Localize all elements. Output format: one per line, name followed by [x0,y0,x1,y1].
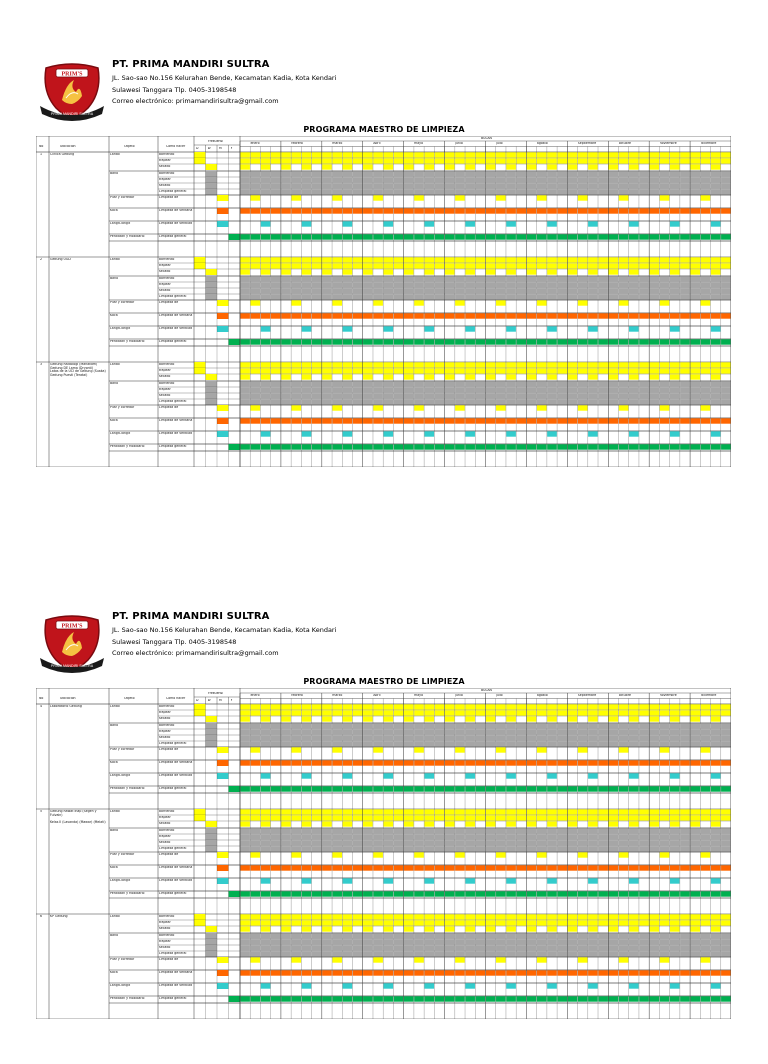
section-no: 3 [40,363,43,366]
document-title: PROGRAMA MAESTRO DE LIMPIEZA [303,125,465,134]
header-month-3: Abril [373,694,381,697]
cleaning-schedule-table [36,688,731,1019]
section-no: 5 [40,810,43,813]
header-month-1: febrero [291,142,303,145]
header-freq-D: D [196,699,199,702]
object-label: Langit-langit [110,879,131,882]
task-label: Limpieza general [159,444,187,448]
object-label: Peralatan y Mobiliario [110,787,145,790]
task-label: Limpieza de ventana [159,208,193,212]
task-label: barriendo [159,914,175,918]
section-location: Gedung Radiologi (Mahakam) Gedung DE Lama (Dryonti) Latos de la UCI de Gedung (Suaka) Gedung Puesti (Teratai) [50,363,106,378]
object-label: Peralatan y Mobiliario [110,892,145,895]
object-label: Peralatan y Mobiliario [110,340,145,343]
object-label: Lantai [110,915,120,918]
task-label: Limpieza general [159,786,187,790]
object-label: Baño [110,724,119,727]
header-object: Objeto [124,145,135,148]
section-no: 1 [40,153,43,156]
task-label: Limpieza general [159,996,187,1000]
task-label: trapear [159,282,171,286]
task-label: Limpieza general [159,951,187,955]
object-label: Peralatan y Mobiliario [110,235,145,238]
task-label: barriendo [159,381,175,385]
task-label: Limpieza general [159,294,187,298]
task-label: trapear [159,815,171,819]
header-no: No [39,697,44,700]
header-no: No [39,145,44,148]
header-freq-Y: Y [230,699,233,702]
header-month-7: agosto [536,694,548,697]
header-month-10: noviembre [659,142,677,145]
task-label: Limpieza de ventana [159,313,193,317]
object-label: Kaca [110,761,118,764]
task-label: secado [159,735,171,739]
object-label: Langit-langit [110,222,131,225]
cleaning-schedule-table [36,136,731,467]
object-label: Pilar y corredor [110,196,135,199]
task-label: barriendo [159,704,175,708]
task-label: barriendo [159,933,175,937]
page-sheet-2 [0,552,768,1064]
company-info [112,60,336,110]
task-label: secado [159,926,171,930]
company-address: JL. Sao-sao No.156 Kelurahan Bende, Kecamatan Kadia, Kota Kendari [112,74,337,82]
task-label: barriendo [159,828,175,832]
task-label: barriendo [159,809,175,813]
object-label: Pilar y corredor [110,958,135,961]
header-month-8: Septiembre [577,694,597,697]
object-label: Baño [110,172,119,175]
header-frequency: Frekuensi [208,140,224,143]
header-freq-M: M [219,699,222,702]
task-label: secado [159,374,171,378]
object-label: Baño [110,277,119,280]
task-label: Limpieza de ventilad [159,221,193,225]
task-label: secado [159,945,171,949]
task-label: barriendo [159,152,175,156]
section-location: Laboratorio Gedung [50,705,82,708]
header-location: Ubicación [60,697,76,700]
header-month-11: diciembre [700,142,717,145]
header-month-2: marzo [332,694,343,697]
object-label: Baño [110,382,119,385]
task-label: Limpieza de [159,300,179,304]
task-label: Limpieza de ventana [159,970,193,974]
logo-top-text: PRIM'S [61,71,83,78]
task-label: Limpieza de [159,195,179,199]
header-month-4: mayo [414,142,424,145]
task-label: Limpieza de ventana [159,865,193,869]
header-month-2: marzo [332,142,343,145]
header-month-7: agosto [536,142,548,145]
task-label: barriendo [159,171,175,175]
object-label: Langit-langit [110,984,131,987]
company-logo [36,614,108,676]
task-label: Limpieza de [159,405,179,409]
task-label: trapear [159,920,171,924]
object-label: Pilar y corredor [110,406,135,409]
task-label: Limpieza de [159,957,179,961]
task-label: Limpieza de ventana [159,760,193,764]
header-freq-Y: Y [230,147,233,150]
task-label: Limpieza de ventilad [159,878,193,882]
header-freq-M: M [219,147,222,150]
section-no: 4 [40,705,43,708]
object-label: Baño [110,829,119,832]
task-label: barriendo [159,276,175,280]
task-label: trapear [159,710,171,714]
header-month-5: junio [455,142,463,145]
header-month-0: enero [250,142,260,145]
task-label: Limpieza general [159,399,187,403]
section-no: 6 [40,915,43,918]
task-label: trapear [159,729,171,733]
logo-bottom-text: PRIMA MANDIRI SULTRA [50,664,94,668]
company-logo [36,62,108,124]
task-label: secado [159,393,171,397]
task-label: Limpieza general [159,339,187,343]
section-location: KP Gedung [50,915,68,918]
section-location: Clínica Gedung [50,153,75,156]
task-label: trapear [159,939,171,943]
task-label: Limpieza general [159,234,187,238]
object-label: Langit-langit [110,327,131,330]
header-month-9: octubre [618,694,631,697]
company-name: PT. PRIMA MANDIRI SULTRA [112,611,270,622]
header-bulan: BULAN [481,137,492,140]
task-label: Limpieza de ventilad [159,983,193,987]
object-label: Lantai [110,705,120,708]
header-freq-D: D [196,147,199,150]
header-month-8: Septiembre [577,142,597,145]
header-freq-W: W [207,699,211,702]
object-label: Kaca [110,866,118,869]
task-label: Limpieza de ventana [159,418,193,422]
header-month-11: diciembre [700,694,717,697]
task-label: Limpieza de ventilad [159,431,193,435]
object-label: Kaca [110,314,118,317]
header-how: Cómo hacer [166,145,186,148]
task-label: secado [159,840,171,844]
object-label: Pilar y corredor [110,748,135,751]
header-month-4: mayo [414,694,424,697]
task-label: barriendo [159,723,175,727]
task-label: Limpieza de [159,852,179,856]
task-label: secado [159,164,171,168]
task-label: trapear [159,158,171,162]
object-label: Lantai [110,363,120,366]
task-label: secado [159,269,171,273]
company-name: PT. PRIMA MANDIRI SULTRA [112,59,270,70]
task-label: trapear [159,387,171,391]
task-label: trapear [159,263,171,267]
task-label: Limpieza general [159,189,187,193]
header-month-6: julio [495,142,503,145]
section-no: 2 [40,258,43,261]
task-label: barriendo [159,257,175,261]
task-label: Limpieza general [159,741,187,745]
section-location: Gedung UGD [50,258,71,261]
task-label: secado [159,183,171,187]
section-location: Gedung Rawat Inap (Segeh y Fulvain) Kelas II (Lavanda) (Mawar) (Melati) [50,810,106,825]
object-label: Langit-langit [110,774,131,777]
company-city-phone: Sulawesi Tanggara Tlp. 0405-3198548 [112,85,237,94]
task-label: Limpieza de ventilad [159,773,193,777]
header-how: Cómo hacer [166,697,186,700]
object-label: Kaca [110,209,118,212]
company-address: JL. Sao-sao No.156 Kelurahan Bende, Kecamatan Kadia, Kota Kendari [112,626,337,634]
header-month-0: enero [250,694,260,697]
object-label: Baño [110,934,119,937]
task-label: Limpieza general [159,891,187,895]
task-label: trapear [159,177,171,181]
header-month-1: febrero [291,694,303,697]
header-month-9: octubre [618,142,631,145]
header-bulan: BULAN [481,689,492,692]
task-label: secado [159,288,171,292]
header-month-10: noviembre [659,694,677,697]
object-label: Peralatan y Mobiliario [110,997,145,1000]
object-label: Kaca [110,419,118,422]
object-label: Peralatan y Mobiliario [110,445,145,448]
task-label: Limpieza de [159,747,179,751]
task-label: Limpieza de ventilad [159,326,193,330]
header-object: Objeto [124,697,135,700]
task-label: Limpieza general [159,846,187,850]
header-month-5: junio [455,694,463,697]
task-label: secado [159,716,171,720]
company-city-phone: Sulawesi Tanggara Tlp. 0405-3198548 [112,637,237,646]
logo-top-text: PRIM'S [61,623,83,630]
object-label: Pilar y corredor [110,853,135,856]
document-title: PROGRAMA MAESTRO DE LIMPIEZA [303,677,465,686]
object-label: Kaca [110,971,118,974]
header-month-3: Abril [373,142,381,145]
object-label: Pilar y corredor [110,301,135,304]
object-label: Langit-langit [110,432,131,435]
task-label: secado [159,821,171,825]
task-label: barriendo [159,362,175,366]
object-label: Lantai [110,810,120,813]
header-location: Ubicación [60,145,76,148]
company-email: Correo electrónico: primamandirisultra@gmail.com [112,649,279,657]
header-month-6: julio [495,694,503,697]
page-sheet-1 [0,0,768,512]
task-label: trapear [159,368,171,372]
object-label: Lantai [110,153,120,156]
task-label: trapear [159,834,171,838]
logo-bottom-text: PRIMA MANDIRI SULTRA [50,112,94,116]
company-email: Correo electrónico: primamandirisultra@gmail.com [112,97,279,105]
header-freq-W: W [207,147,211,150]
object-label: Lantai [110,258,120,261]
company-info [112,612,336,662]
header-frequency: Frekuensi [208,692,224,695]
